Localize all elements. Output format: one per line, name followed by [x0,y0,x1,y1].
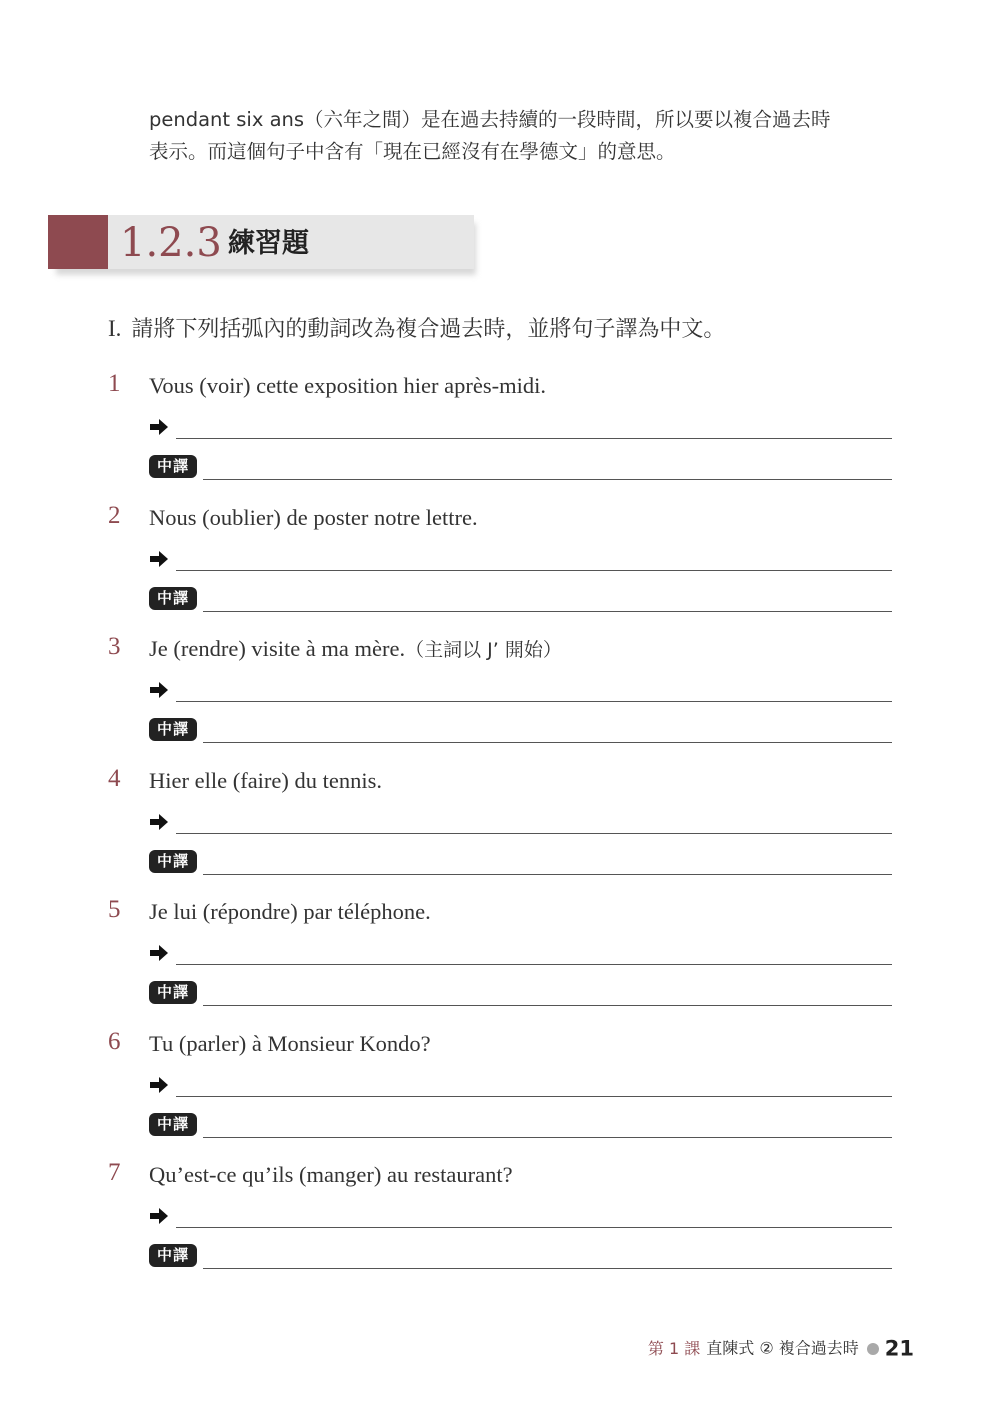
translation-row [149,980,892,1006]
answer-line[interactable] [176,1096,892,1097]
exercise-sentence: Je lui (répondre) par téléphone. [149,899,431,924]
exercise-item [0,757,1000,889]
exercise-item [0,888,1000,1020]
translation-line[interactable] [203,742,892,743]
translation-line[interactable] [203,1005,892,1006]
exercise-item [0,1151,1000,1283]
exercise-note: （主詞以 J’ 開始） [405,639,562,661]
answer-row [149,548,892,572]
translation-row [149,586,892,612]
translation-badge: 中譯 [149,1244,197,1267]
translation-badge: 中譯 [149,455,197,478]
answer-row [149,1074,892,1098]
exercise-item [0,362,1000,494]
answer-row [149,679,892,703]
right-arrow-icon [149,944,169,962]
intro-paragraph [149,104,899,168]
translation-line[interactable] [203,1137,892,1138]
answer-row [149,416,892,440]
exercise-sentence: Nous (oublier) de poster notre lettre. [149,504,478,530]
page-number: 21 [884,1336,914,1361]
exercise-number: 2 [108,501,121,529]
translation-badge: 中譯 [149,1113,197,1136]
exercise-list [0,362,1000,1283]
exercise-number: 6 [108,1027,121,1055]
answer-line[interactable] [176,964,892,965]
translation-badge: 中譯 [149,718,197,741]
translation-badge: 中譯 [149,850,197,873]
right-arrow-icon [149,681,169,699]
translation-row [149,454,892,480]
translation-row [149,1243,892,1269]
translation-row [149,849,892,875]
translation-line[interactable] [203,874,892,875]
section-number: 1.2.3 [120,220,222,266]
exercise-number: 1 [108,370,121,397]
section-title: 練習題 [228,228,309,259]
answer-row [149,811,892,835]
right-arrow-icon [149,813,169,831]
exercise-sentence-row [149,897,431,928]
exercise-number: 3 [108,633,121,660]
exercise-sentence: Tu (parler) à Monsieur Kondo? [149,1030,431,1056]
section-header-accent [48,215,108,269]
translation-line[interactable] [203,479,892,480]
exercise-number: 4 [108,764,121,792]
exercise-item [0,494,1000,626]
exercise-sentence: Qu’est-ce qu’ils (manger) au restaurant? [149,1162,513,1187]
translation-row [149,1112,892,1138]
exercise-sentence-row [149,503,478,534]
exercise-number: 7 [108,1159,121,1186]
instruction-text: 請將下列括弧內的動詞改為複合過去時，並將句子譯為中文。 [131,317,726,342]
answer-row [149,1205,892,1229]
exercise-sentence: Vous (voir) cette exposition hier après-midi. [149,373,546,398]
right-arrow-icon [149,418,169,436]
exercise-sentence: Hier elle (faire) du tennis. [149,767,383,793]
intro-line-2: 表示。而這個句子中含有「現在已經沒有在學德文」的意思。 [149,140,676,163]
answer-line[interactable] [176,1227,892,1228]
answer-line[interactable] [176,833,892,834]
right-arrow-icon [149,550,169,568]
right-arrow-icon [149,1076,169,1094]
exercise-sentence-row [149,371,546,402]
footer-dot-icon [867,1343,879,1355]
translation-line[interactable] [203,611,892,612]
intro-line-1: pendant six ans（六年之間）是在過去持續的一段時間，所以要以複合過去時 [149,108,831,131]
answer-line[interactable] [176,701,892,702]
translation-badge: 中譯 [149,981,197,1004]
exercise-sentence-row [149,766,382,797]
footer-lesson: 第 1 課 [647,1338,701,1358]
answer-row [149,942,892,966]
exercise-instruction [108,313,725,346]
answer-line[interactable] [176,438,892,439]
exercise-sentence-row [149,634,562,665]
section-header [48,215,478,269]
exercise-sentence: Je (rendre) visite à ma mère. [149,636,406,661]
answer-line[interactable] [176,570,892,571]
footer-topic: 直陳式 ② 複合過去時 [706,1338,859,1358]
page-footer [648,1334,914,1362]
exercise-item [0,1020,1000,1152]
exercise-sentence-row [149,1160,513,1191]
exercise-number: 5 [108,896,121,923]
translation-row [149,717,892,743]
translation-line[interactable] [203,1268,892,1269]
translation-badge: 中譯 [149,587,197,610]
exercise-sentence-row [149,1029,431,1060]
instruction-roman-numeral: I. [108,316,122,341]
exercise-item [0,625,1000,757]
right-arrow-icon [149,1207,169,1225]
